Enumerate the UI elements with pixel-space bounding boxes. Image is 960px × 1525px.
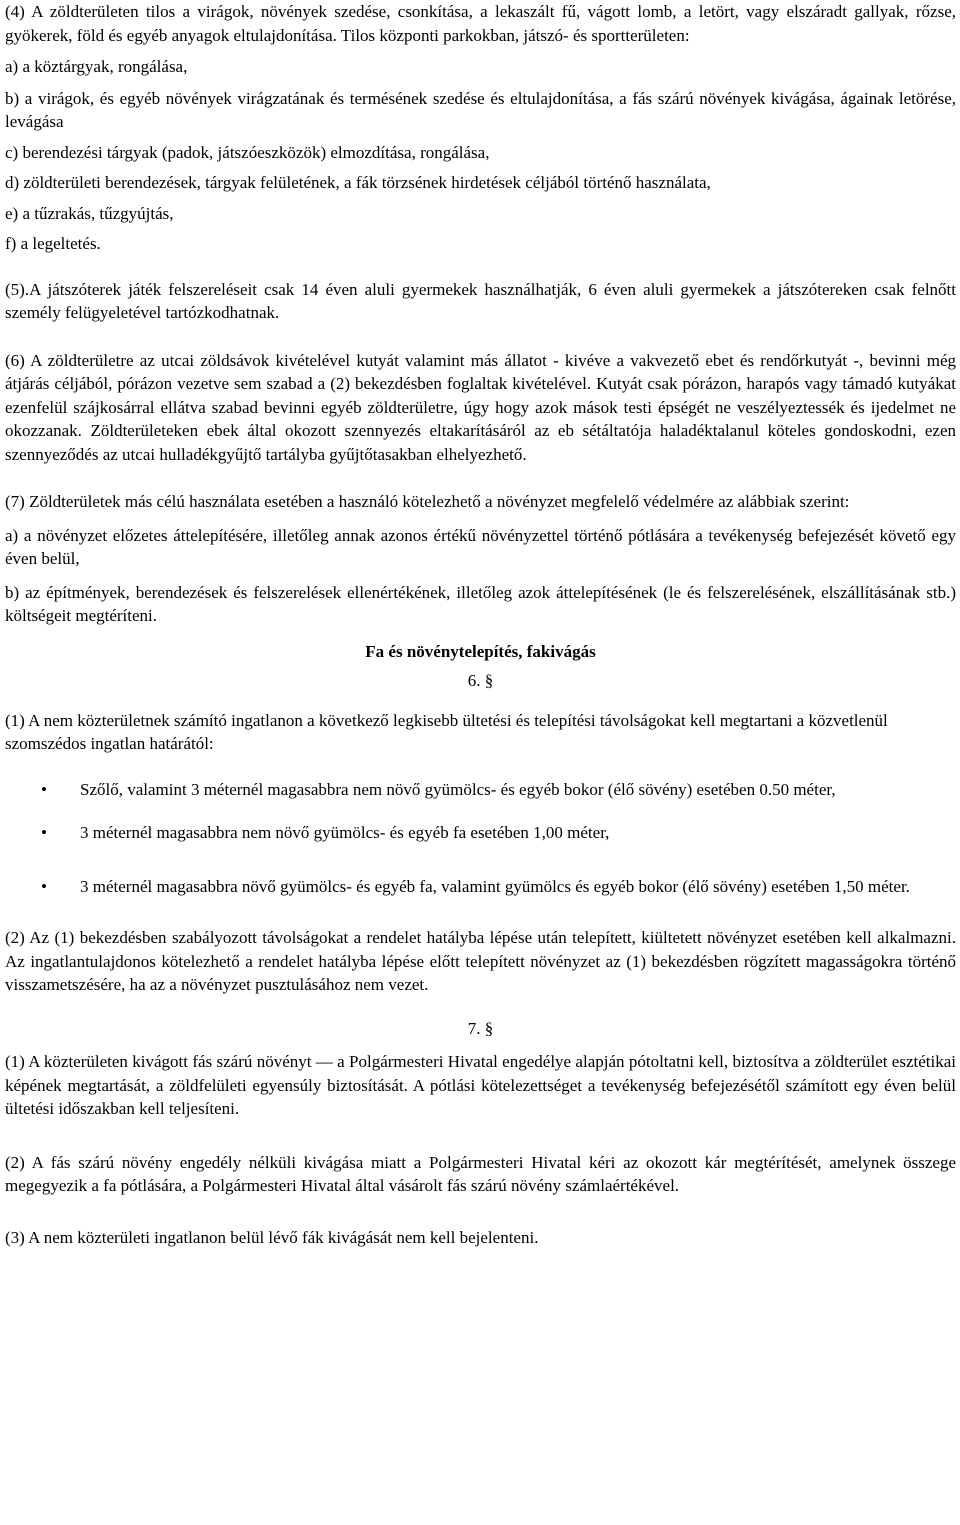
list-item-text: Szőlő, valamint 3 méternél magasabbra nem növő gyümölcs- és egyéb bokor (élő sövény) esetében 0.50 méter, <box>80 779 836 799</box>
list-item <box>5 821 956 845</box>
paragraph-7-item-a: a) a növényzet előzetes áttelepítésére, illetőleg annak azonos értékű növényzettel történő pótlására a tevékenység befejezését követő egy éven belül, <box>5 525 956 568</box>
section-7-paragraph-2: (2) A fás szárú növény engedély nélküli kivágása miatt a Polgármesteri Hivatal kéri az okozott kár megtérítését, amelynek összege megegyezik a fa pótlására, a Polgármesteri Hivatal által vásárolt fás szárú növény számlaértékével. <box>5 1152 956 1195</box>
paragraph-4-item-b: b) a virágok, és egyéb növények virágzatának és termésének szedése és eltulajdonítása, a fás szárú növények kivágása, ágainak letörése, levágása <box>5 88 956 131</box>
list-item <box>5 778 956 802</box>
bullet-icon: • <box>41 779 47 799</box>
section-6-number: 6. § <box>467 671 494 690</box>
paragraph-4-item-a: a) a köztárgyak, rongálása, <box>5 57 188 76</box>
section-6-paragraph-2: (2) Az (1) bekezdésben szabályozott távolságokat a rendelet hatályba lépése után telepített, kiültetett növényzet esetében kell alkalmazni. Az ingatlantulajdonos kötelezhető a rendelet hatályba lépése előtt telepített növényzet az (1) bekezdésben rögzített magasságokra történő visszametszésére, ha az a növényzet pusztulásához nem vezet. <box>5 928 956 994</box>
paragraph-7-item-b: b) az építmények, berendezések és felszerelések ellenértékének, illetőleg azok áttelepítésének (le és felszerelésének, elszállításának stb.) költségeit megtéríteni. <box>5 582 956 625</box>
section-6-paragraph-1: (1) A nem közterületnek számító ingatlanon a következő legkisebb ültetési és telepítési távolságokat kell megtartani a közvetlenül szomszédos ingatlan határától: <box>5 710 888 753</box>
paragraph-4-item-f: f) a legeltetés. <box>5 234 101 253</box>
section-heading: Fa és növénytelepítés, fakivágás <box>365 641 596 661</box>
paragraph-4-item-e: e) a tűzrakás, tűzgyújtás, <box>5 203 174 223</box>
bullet-icon: • <box>41 823 47 842</box>
section-7-paragraph-1: (1) A közterületen kivágott fás szárú növényt — a Polgármesteri Hivatal engedélye alapján pótoltatni kell, biztosítva a zöldterület esztétikai képének megtartását, a zöldfelületi egyensúly biztosítását. A pótlási kötelezettséget a tevékenység befejezésétől számított egy éven belül ültetési időszakban kell teljesíteni. <box>5 1052 956 1118</box>
paragraph-4-item-c: c) berendezési tárgyak (padok, játszóeszközök) elmozdítása, rongálása, <box>5 142 490 162</box>
section-7-number: 7. § <box>467 1018 494 1038</box>
list-item-text: 3 méternél magasabbra növő gyümölcs- és egyéb fa, valamint gyümölcs és egyéb bokor (élő sövény) esetében 1,50 méter. <box>80 876 910 896</box>
list-item <box>5 875 956 899</box>
bullet-icon: • <box>41 876 47 896</box>
paragraph-4: (4) A zöldterületen tilos a virágok, növények szedése, csonkítása, a lekaszált fű, vágott lomb, a letört, vagy elszáradt gallyak, rőzse, gyökerek, föld és egyéb anyagok eltulajdonítása. Tilos központi parkokban, játszó- és sportterületen: <box>5 2 956 45</box>
paragraph-5: (5).A játszóterek játék felszereléseit csak 14 éven aluli gyermekek használhatják, 6 éven aluli gyermekek a játszótereken csak felnőtt személy felügyeletével tartózkodhatnak. <box>5 279 956 322</box>
list-item-text: 3 méternél magasabbra nem növő gyümölcs- és egyéb fa esetében 1,00 méter, <box>80 823 610 842</box>
paragraph-4-item-d: d) zöldterületi berendezések, tárgyak felületének, a fák törzsének hirdetések céljából történő használata, <box>5 173 711 192</box>
paragraph-7: (7) Zöldterületek más célú használata esetében a használó kötelezhető a növényzet megfelelő védelmére az alábbiak szerint: <box>5 492 850 511</box>
paragraph-6: (6) A zöldterületre az utcai zöldsávok kivételével kutyát valamint más állatot - kivéve a vakvezető ebet és rendőrkutyát -, bevinni még átjárás céljából, pórázon vezetve sem szabad a (2) bekezdésben foglaltak kivételével. Kutyát csak pórázon, harapós vagy támadó kutyákat ezenfelül szájkosárral ellátva szabad bevinni egyéb zöldterületre, úgy hogy azok mások testi épségét ne veszélyeztessék és ijedelmet ne okozzanak. Zöldterületeken ebek által okozott szennyezés eltakarításáról az eb sétáltatója haladéktalanul köteles gondoskodni, ezen szennyeződés az utcai hulladékgyűjtő tartályba gyűjtőtasakban elhelyezhető. <box>5 350 956 464</box>
section-7-paragraph-3: (3) A nem közterületi ingatlanon belül lévő fák kivágását nem kell bejelenteni. <box>5 1227 539 1247</box>
